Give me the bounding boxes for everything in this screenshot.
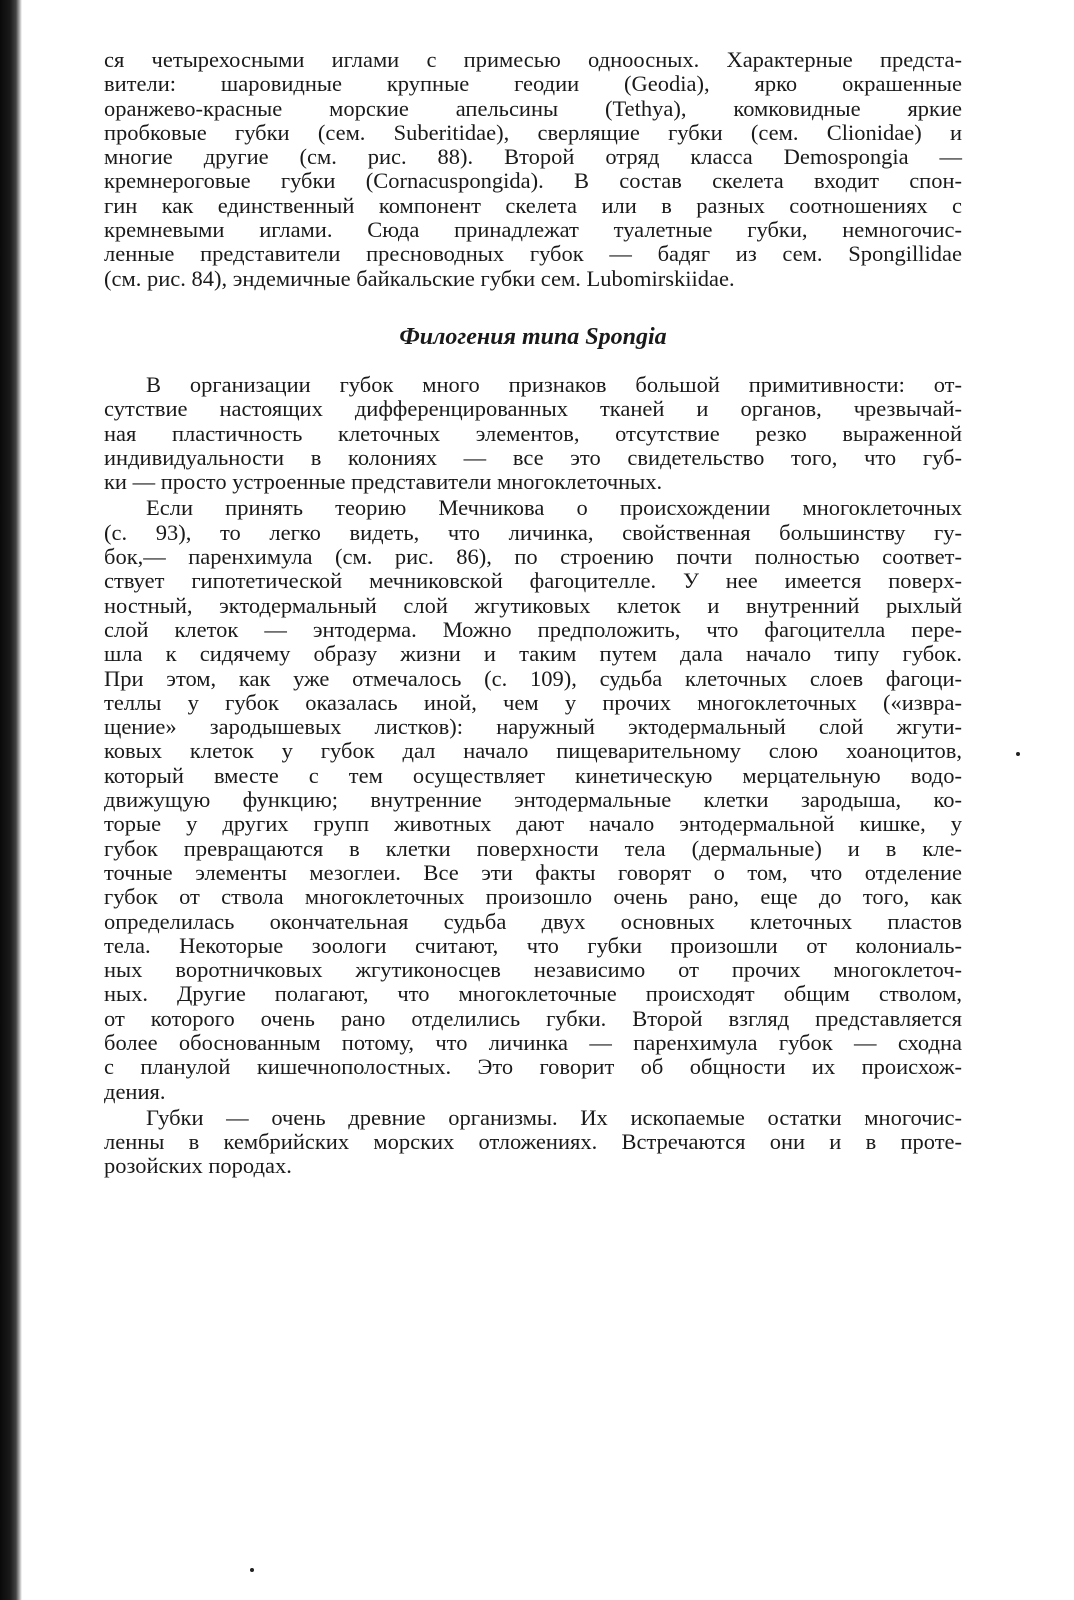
text-line: (см. рис. 84), эндемичные байкальские губки сем. Lubomirskiidae. <box>104 265 735 291</box>
text-line: индивидуальности в колониях — все это свидетельство того, что губ- <box>104 444 962 470</box>
text-line: торые у других групп животных дают начало энтодермальной кишке, у <box>104 811 962 837</box>
text-line: движущую функцию; внутренние энтодермальные клетки зародыша, ко- <box>104 787 962 813</box>
text-line: ковых клеток у губок дал начало пищеварительному слою хоаноцитов, <box>104 738 962 764</box>
paragraph-intro <box>104 48 962 291</box>
paragraph-3 <box>104 1106 962 1179</box>
text-line: более обоснованным потому, что личинка — паренхимула губок — сходна <box>104 1029 962 1055</box>
text-line: Если принять теорию Мечникова о происхождении многоклеточных <box>146 495 962 521</box>
text-line: ленные представители пресноводных губок — бадяг из сем. Spongillidae <box>104 241 962 267</box>
text-line: губок от ствола многоклеточных произошло очень рано, еще до того, как <box>104 884 962 910</box>
text-line: определилась окончательная судьба двух основных клеточных пластов <box>104 908 962 934</box>
text-line: вители: шаровидные крупные геодии (Geodia), ярко окрашенные <box>104 71 962 97</box>
text-line: губок превращаются в клетки поверхности тела (дермальные) и в кле- <box>104 835 962 861</box>
text-line: ных воротничковых жгутиконосцев независимо от прочих многоклеточ- <box>104 957 962 983</box>
text-line: В организации губок много признаков большой примитивности: от- <box>146 371 962 397</box>
text-line: бок,— паренхимула (см. рис. 86), по строению почти полностью соответ- <box>104 544 962 570</box>
text-line: ствует гипотетической мечниковской фагоцителле. У нее имеется поверх- <box>104 568 962 594</box>
text-line: кремнероговые губки (Cornacuspongida). В состав скелета входит спон- <box>104 168 962 194</box>
paragraph-1 <box>104 373 962 494</box>
text-line: ленны в кембрийских морских отложениях. Встречаются они и в проте- <box>104 1129 962 1155</box>
text-line: ся четырехосными иглами с примесью одноосных. Характерные предста- <box>104 47 962 72</box>
paragraph-2 <box>104 496 962 1103</box>
text-line: оранжево-красные морские апельсины (Tethya), комковидные яркие <box>104 95 962 121</box>
text-line: слой клеток — энтодерма. Можно предположить, что фагоцителла пере- <box>104 616 962 642</box>
text-line: ных. Другие полагают, что многоклеточные происходят общим стволом, <box>104 981 962 1007</box>
text-line: розойских породах. <box>104 1153 292 1179</box>
text-line: с планулой кишечнополостных. Это говорит об общности их происхож- <box>104 1054 962 1080</box>
text-line: от которого очень рано отделились губки. Второй взгляд представляется <box>104 1005 962 1031</box>
page-text-column <box>104 48 962 1179</box>
text-line: гин как единственный компонент скелета или в разных соотношениях с <box>104 192 962 218</box>
scan-speck <box>1016 752 1020 756</box>
scan-speck <box>250 1568 254 1572</box>
text-line: тела. Некоторые зоологи считают, что губки произошли от колониаль- <box>104 932 962 958</box>
text-line: точные элементы мезоглеи. Все эти факты говорят о том, что отделение <box>104 859 962 885</box>
text-line: кремневыми иглами. Сюда принадлежат туалетные губки, немногочис- <box>104 217 962 243</box>
text-line: пробковые губки (сем. Suberitidae), сверлящие губки (сем. Clionidae) и <box>104 119 962 145</box>
text-line: щение» зародышевых листков): наружный эктодермальный слой жгути- <box>104 714 962 740</box>
section-heading: Филогения типа Spongia <box>399 323 667 350</box>
text-line: Губки — очень древние организмы. Их ископаемые остатки многочис- <box>146 1104 962 1130</box>
text-line: При этом, как уже отмечалось (с. 109), судьба клеточных слоев фагоци- <box>104 665 962 691</box>
text-line: ностный, эктодермальный слой жгутиковых клеток и внутренний рыхлый <box>104 592 962 618</box>
text-line: многие другие (см. рис. 88). Второй отряд класса Demospongia — <box>104 144 962 170</box>
scan-shadow-edge <box>0 0 22 1600</box>
text-line: который вместе с тем осуществляет кинетическую мерцательную водо- <box>104 762 962 788</box>
text-line: сутствие настоящих дифференцированных тканей и органов, чрезвычай- <box>104 396 962 422</box>
text-line: ки — просто устроенные представители многоклеточных. <box>104 469 663 495</box>
text-line: теллы у губок оказалась иной, чем у прочих многоклеточных («извра- <box>104 689 962 715</box>
text-line: шла к сидячему образу жизни и таким путем дала начало типу губок. <box>104 641 962 667</box>
text-line: (с. 93), то легко видеть, что личинка, свойственная большинству гу- <box>104 519 962 545</box>
text-line: дения. <box>104 1078 166 1104</box>
text-line: ная пластичность клеточных элементов, отсутствие резко выраженной <box>104 420 962 446</box>
